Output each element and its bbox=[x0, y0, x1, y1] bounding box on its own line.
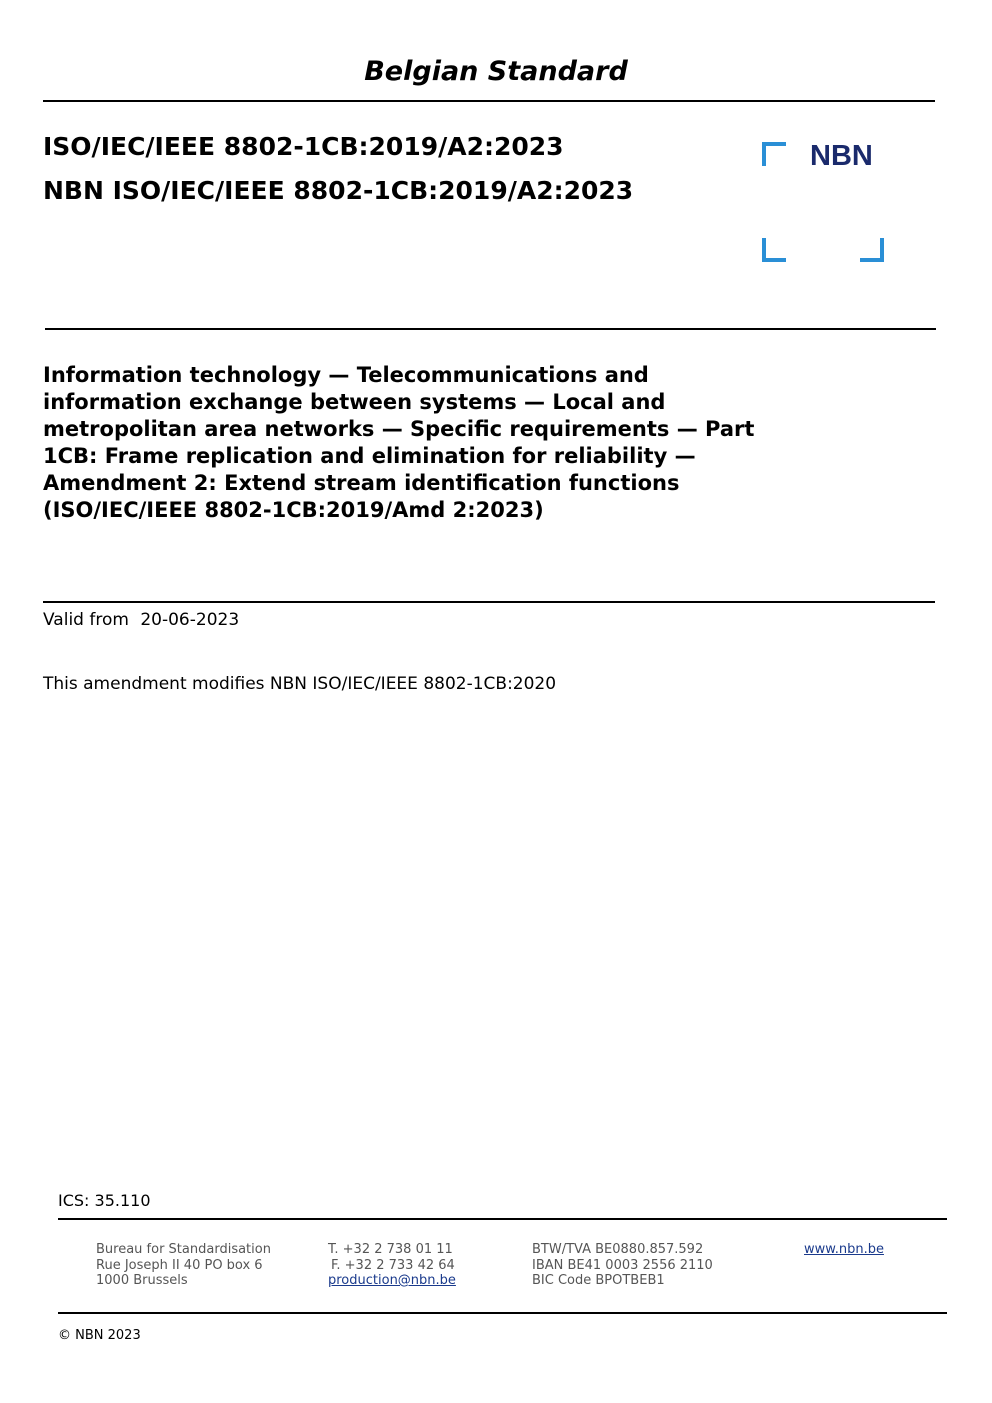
title-line: metropolitan area networks — Specific requirements — Part bbox=[43, 417, 755, 441]
divider bbox=[45, 328, 936, 330]
validity bbox=[43, 610, 245, 630]
ics-code: ICS: 35.110 bbox=[58, 1191, 151, 1210]
address-line: Bureau for Standardisation bbox=[96, 1242, 271, 1257]
footer-web bbox=[804, 1242, 884, 1258]
valid-from-date: 20-06-2023 bbox=[140, 610, 240, 630]
footer-address bbox=[96, 1242, 271, 1289]
address-line: Rue Joseph II 40 PO box 6 bbox=[96, 1257, 263, 1273]
logo-text: NBN bbox=[810, 142, 873, 172]
divider bbox=[43, 100, 935, 102]
copyright: © NBN 2023 bbox=[58, 1328, 141, 1343]
iso-reference: ISO/IEC/IEEE 8802-1CB:2019/A2:2023 bbox=[43, 132, 564, 161]
nbn-reference: NBN ISO/IEC/IEEE 8802-1CB:2019/A2:2023 bbox=[43, 176, 634, 205]
fax: F. +32 2 733 42 64 bbox=[331, 1257, 455, 1273]
address-line: 1000 Brussels bbox=[96, 1273, 188, 1288]
amendment-note: This amendment modifies NBN ISO/IEC/IEEE 8802-1CB:2020 bbox=[43, 674, 557, 694]
nbn-logo bbox=[762, 142, 884, 262]
title-line: 1CB: Frame replication and elimination for reliability — bbox=[43, 444, 696, 468]
iban: IBAN BE41 0003 2556 2110 bbox=[532, 1257, 713, 1273]
document-type-heading: Belgian Standard bbox=[364, 56, 628, 87]
title-line: Information technology — Telecommunications and bbox=[43, 363, 649, 387]
standard-title bbox=[43, 362, 863, 524]
footer-bank bbox=[532, 1242, 713, 1289]
vat-number: BTW/TVA BE0880.857.592 bbox=[532, 1242, 704, 1257]
title-line: information exchange between systems — Local and bbox=[43, 390, 666, 414]
title-line: (ISO/IEC/IEEE 8802-1CB:2019/Amd 2:2023) bbox=[43, 498, 544, 522]
bic-code: BIC Code BPOTBEB1 bbox=[532, 1273, 665, 1288]
title-line: Amendment 2: Extend stream identification functions bbox=[43, 471, 680, 495]
divider bbox=[43, 601, 935, 603]
website-link[interactable]: www.nbn.be bbox=[804, 1242, 884, 1257]
divider bbox=[58, 1218, 947, 1220]
email-link[interactable]: production@nbn.be bbox=[328, 1273, 456, 1288]
divider bbox=[58, 1312, 947, 1314]
footer-contact bbox=[328, 1242, 456, 1289]
phone: T. +32 2 738 01 11 bbox=[328, 1242, 453, 1257]
valid-from-label: Valid from bbox=[43, 610, 129, 630]
